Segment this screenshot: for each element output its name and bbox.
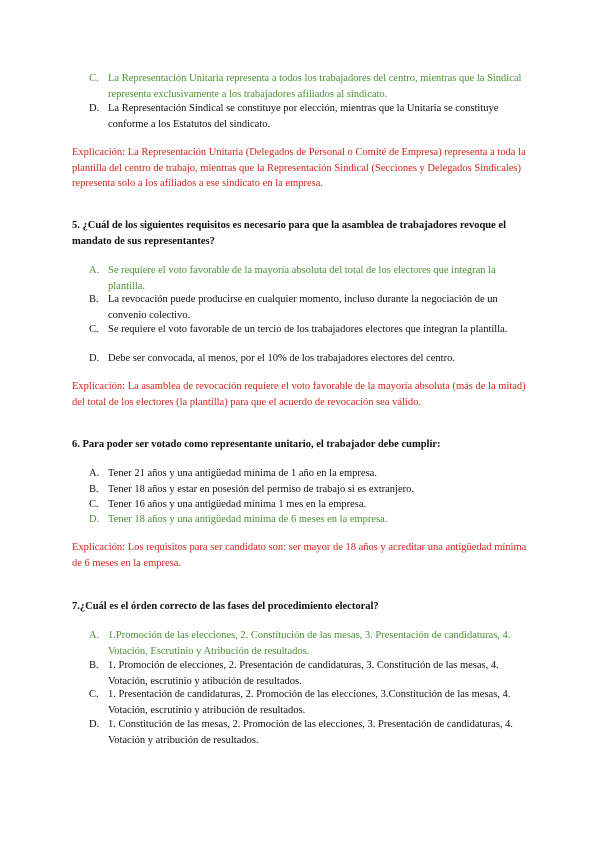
q5-option-c[interactable] [89, 322, 529, 338]
option-text: Debe ser convocada, al menos, por el 10% de los trabajadores electores del centro. [108, 353, 455, 364]
option-letter: C. [89, 73, 99, 84]
option-letter: C. [89, 689, 99, 700]
q6-explanation: Explicación: Los requisitos para ser candidato son: ser mayor de 18 años y acreditar una antigüedad mínima de 6 meses en la empresa. [72, 542, 527, 569]
option-text: La Representación Sindical se constituye por elección, mientras que la Unitaria se constituye conforme a los Estatutos del sindicato. [108, 103, 499, 130]
q7-option-b[interactable] [89, 658, 529, 689]
option-letter: D. [89, 719, 100, 730]
option-letter: B. [89, 294, 99, 305]
option-text: Tener 21 años y una antigüedad mínima de 1 año en la empresa. [108, 468, 377, 479]
prev-explanation: Explicación: La Representación Unitaria (Delegados de Personal o Comité de Empresa) representa a toda la plantilla del centro de trabajo, mientras que la Representación Sindical (Secciones y Delegados Sindicales) representa solo a los afiliados a ese sindicato en la empresa. [72, 147, 526, 189]
option-text: 1. Presentación de candidaturas, 2. Promoción de las elecciones, 3.Constitución de las mesas, 4. Votación, escrutinio y atribución de resultados. [108, 689, 511, 716]
option-text: La revocación puede producirse en cualquier momento, incluso durante la negociación de un convenio colectivo. [108, 294, 498, 321]
option-letter: D. [89, 353, 100, 364]
option-letter: D. [89, 103, 100, 114]
option-letter: C. [89, 499, 99, 510]
option-text: Tener 16 años y una antigüedad mínima 1 mes en la empresa. [108, 499, 367, 510]
option-letter: B. [89, 660, 99, 671]
option-letter: D. [89, 514, 100, 525]
q6-option-a[interactable] [89, 466, 529, 482]
q6-option-c[interactable] [89, 497, 529, 513]
q5-explanation: Explicación: La asamblea de revocación requiere el voto favorable de la mayoría absoluta (más de la mitad) del total de los electores (la plantilla) para que el acuerdo de revocación sea válido. [72, 381, 526, 408]
q6-option-d[interactable] [89, 512, 529, 528]
q5-option-b[interactable] [89, 292, 529, 323]
q5-option-d[interactable] [89, 351, 529, 367]
q5-option-a[interactable] [89, 263, 529, 294]
option-text: Se requiere el voto favorable de la mayoría absoluta del total de los electores que integran la plantilla. [108, 265, 496, 292]
option-text: Se requiere el voto favorable de un tercio de los trabajadores electores que integran la plantilla. [108, 324, 508, 335]
question-5-title: 5. ¿Cuál de los siguientes requisitos es necesario para que la asamblea de trabajadores revoque el mandato de sus representantes? [72, 220, 506, 247]
option-letter: A. [89, 265, 100, 276]
q6-option-b[interactable] [89, 482, 529, 498]
question-7-title: 7.¿Cuál es el órden correcto de las fases del procedimiento electoral? [72, 601, 379, 612]
option-letter: A. [89, 630, 100, 641]
option-text: Tener 18 años y estar en posesión del permiso de trabajo si es extranjero. [108, 484, 415, 495]
option-letter: A. [89, 468, 100, 479]
option-text: 1. Promoción de elecciones, 2. Presentación de candidaturas, 3. Constitución de las mesas, 4. Votación, escrutinio y atibución de resultados. [108, 660, 499, 687]
option-text: Tener 18 años y una antigüedad mínima de 6 meses en la empresa. [108, 514, 388, 525]
question-6-title: 6. Para poder ser votado como representante unitario, el trabajador debe cumplir: [72, 439, 441, 450]
option-letter: C. [89, 324, 99, 335]
option-text: 1.Promoción de las elecciones, 2. Constitución de las mesas, 3. Presentación de candidaturas, 4. Votación, Escrutinio y Atribución de resultados. [108, 630, 511, 657]
prev-option-c[interactable] [89, 71, 529, 102]
option-text: La Representación Unitaria representa a todos los trabajadores del centro, mientras que la Sindical representa exclusivamente a los trabajadores afiliados al sindicato. [108, 73, 522, 100]
prev-option-d[interactable] [89, 101, 529, 132]
option-text: 1. Constitución de las mesas, 2. Promoción de las elecciones, 3. Presentación de candidaturas, 4. Votación y atribución de resultados. [108, 719, 514, 746]
option-letter: B. [89, 484, 99, 495]
q7-option-a[interactable] [89, 628, 529, 659]
q7-option-d[interactable] [89, 717, 529, 748]
q7-option-c[interactable] [89, 687, 529, 718]
